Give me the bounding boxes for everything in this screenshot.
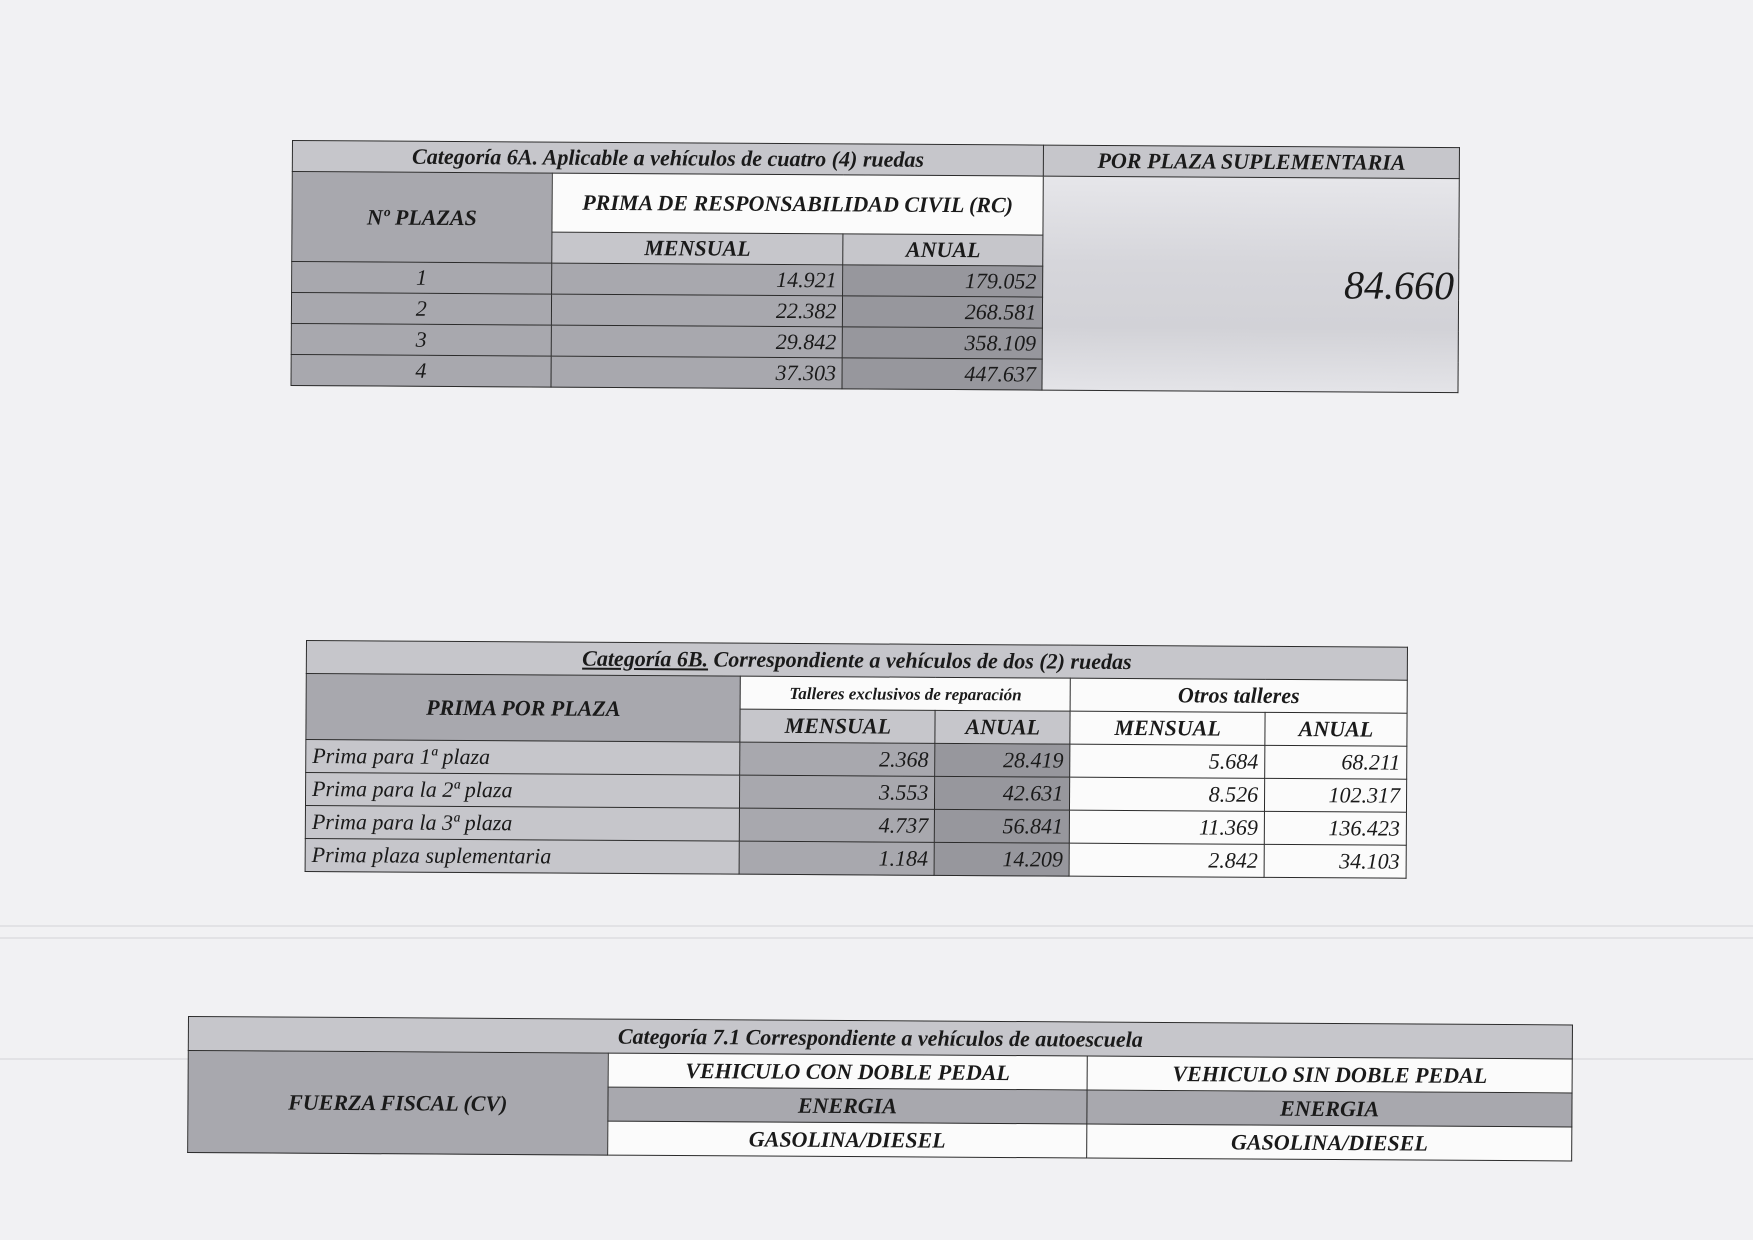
t6a-col-anual: ANUAL bbox=[843, 234, 1043, 266]
t6b-ot-mensual: 11.369 bbox=[1069, 810, 1264, 844]
t71-sin-doble-gasolina: GASOLINA/DIESEL bbox=[1087, 1124, 1572, 1161]
t6a-col-mensual: MENSUAL bbox=[551, 232, 843, 265]
t6a-anual: 179.052 bbox=[843, 265, 1043, 297]
t6b-ex-mensual: 1.184 bbox=[740, 841, 935, 875]
t6b-ot-mensual: 2.842 bbox=[1069, 843, 1264, 877]
t6a-plazas: 2 bbox=[291, 293, 551, 326]
t6a-plazas: 1 bbox=[292, 262, 552, 295]
t6b-ot-mensual: 5.684 bbox=[1070, 744, 1265, 778]
t6a-anual: 447.637 bbox=[842, 358, 1042, 390]
t6a-anual: 268.581 bbox=[843, 296, 1043, 328]
t6b-ot-col-anual: ANUAL bbox=[1265, 712, 1407, 746]
t6b-row-label: Prima para la 3ª plaza bbox=[305, 805, 740, 841]
t6b-ex-col-mensual: MENSUAL bbox=[740, 709, 935, 743]
t6b-ex-col-anual: ANUAL bbox=[935, 710, 1070, 744]
t6a-plazas: 4 bbox=[291, 354, 551, 387]
t6b-ex-anual: 28.419 bbox=[935, 743, 1070, 777]
table-row bbox=[305, 838, 1406, 878]
t71-sin-doble-energia: ENERGIA bbox=[1087, 1090, 1572, 1127]
t6b-row-label: Prima para 1ª plaza bbox=[306, 740, 741, 776]
t6a-title: Categoría 6A. Aplicable a vehículos de cuatro (4) ruedas bbox=[292, 141, 1043, 177]
scan-artifact bbox=[0, 937, 1753, 939]
t6a-mensual: 14.921 bbox=[551, 263, 843, 296]
t6a-sup-header: POR PLAZA SUPLEMENTARIA bbox=[1044, 145, 1460, 179]
t6b-ex-anual: 56.841 bbox=[935, 809, 1070, 843]
table-categoria-6b bbox=[305, 640, 1408, 879]
t71-col-fuerza: FUERZA FISCAL (CV) bbox=[188, 1051, 608, 1156]
t6b-title-code: Categoría 6B. bbox=[582, 645, 709, 672]
table-categoria-6a bbox=[290, 140, 1459, 393]
t6b-title-rest: Correspondiente a vehículos de dos (2) ruedas bbox=[708, 646, 1132, 675]
t6b-col-prima: PRIMA POR PLAZA bbox=[306, 674, 741, 743]
t6a-plazas: 3 bbox=[291, 323, 551, 356]
t6a-col-plazas: Nº PLAZAS bbox=[292, 172, 552, 264]
t6b-ot-col-mensual: MENSUAL bbox=[1070, 711, 1265, 745]
t6b-ex-anual: 42.631 bbox=[935, 776, 1070, 810]
t6b-ex-mensual: 2.368 bbox=[740, 742, 935, 776]
scan-artifact bbox=[0, 925, 1753, 927]
t71-doble-gasolina: GASOLINA/DIESEL bbox=[607, 1121, 1087, 1158]
t6a-mensual: 29.842 bbox=[551, 325, 843, 358]
t71-title: Categoría 7.1 Correspondiente a vehículos de autoescuela bbox=[188, 1017, 1572, 1059]
t6b-ot-mensual: 8.526 bbox=[1070, 777, 1265, 811]
t6b-ex-mensual: 4.737 bbox=[740, 808, 935, 842]
t6b-ot-anual: 102.317 bbox=[1265, 778, 1407, 812]
t6b-ex-anual: 14.209 bbox=[934, 842, 1069, 876]
t6b-row-label: Prima para la 2ª plaza bbox=[305, 773, 740, 809]
t71-col-doble: VEHICULO CON DOBLE PEDAL bbox=[608, 1053, 1088, 1090]
t6b-group-exclusivos: Talleres exclusivos de reparación bbox=[741, 676, 1071, 711]
t71-doble-energia: ENERGIA bbox=[607, 1087, 1087, 1124]
t6b-ex-mensual: 3.553 bbox=[740, 775, 935, 809]
t6b-ot-anual: 136.423 bbox=[1264, 811, 1406, 845]
t6a-anual: 358.109 bbox=[843, 327, 1043, 359]
t6a-mensual: 37.303 bbox=[551, 356, 843, 389]
t6b-group-otros: Otros talleres bbox=[1070, 678, 1407, 713]
t6a-mensual: 22.382 bbox=[551, 294, 843, 327]
table-categoria-7-1 bbox=[187, 1016, 1573, 1161]
t6a-col-prima: PRIMA DE RESPONSABILIDAD CIVIL (RC) bbox=[552, 173, 1044, 235]
t71-col-sin-doble: VEHICULO SIN DOBLE PEDAL bbox=[1087, 1056, 1572, 1093]
t6a-sup-value: 84.660 bbox=[1042, 176, 1459, 393]
t6b-ot-anual: 68.211 bbox=[1265, 745, 1407, 779]
t6b-row-label: Prima plaza suplementaria bbox=[305, 838, 740, 874]
t6b-ot-anual: 34.103 bbox=[1264, 844, 1406, 878]
